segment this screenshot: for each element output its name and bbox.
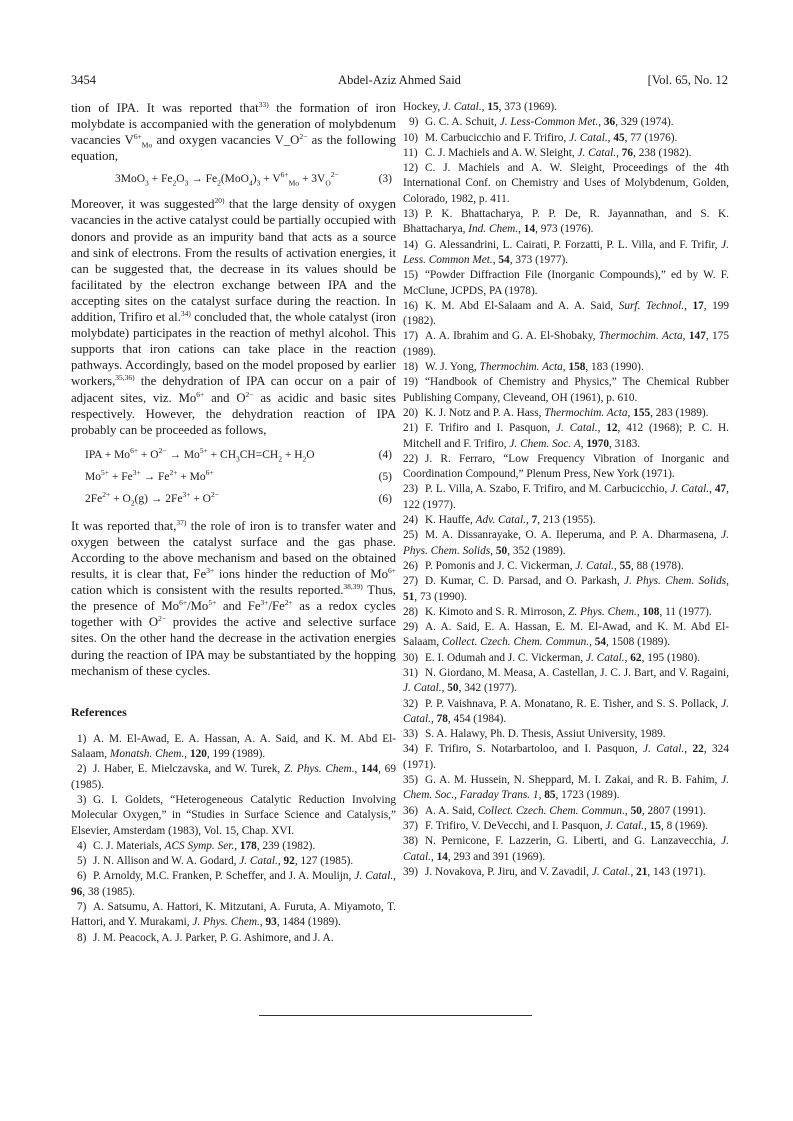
equation-3-formula: $3MoO_3 + Fe_2O_3 \to Fe_2(MoO_4)_3 + V^{6+}_{Mo} + 3V_O^{2-}$ [115,170,339,188]
equation-3 [71,170,396,192]
reference-number: 20) [403,406,419,419]
reference-text: J. Novakova, P. Jiru, and V. Zavadil, J. Catal., 21, 143 (1971). [425,865,706,878]
reference-item [403,513,729,528]
reference-item [403,651,729,666]
reference-number: 36) [403,804,419,817]
reference-text: G. Alessandrini, L. Cairati, P. Forzatti, P. L. Villa, and F. Trifir, J. Less. Common Met., 54, 373 (1977). [403,238,729,266]
reference-text: P. P. Vaishnava, P. A. Monatano, R. E. Tisher, and S. S. Pollack, J. Catal., 78, 454 (1984). [403,697,729,725]
reference-text: A. M. El-Awad, E. A. Hassan, A. A. Said, and K. M. Abd El-Salaam, Monatsh. Chem., 120, 199 (1989). [71,732,396,761]
reference-number: 39) [403,865,419,878]
reference-item [403,161,729,207]
reference-text: C. J. Materials, ACS Symp. Ser., 178, 239 (1982). [93,839,316,852]
equation-4 [71,446,396,468]
reference-text: J. R. Ferraro, “Low Frequency Vibration of Inorganic and Coordination Compound,” Plenum Press, New York (1971). [403,452,729,481]
reference-number: 21) [403,422,419,435]
reference-number: 11) [403,146,418,159]
reference-number: 28) [403,605,419,618]
volume-issue: [Vol. 65, No. 12 [647,73,728,87]
reference-number: 24) [403,514,419,527]
reference-number: 4) [77,839,87,852]
references-list-right [403,100,729,880]
page-number: 3454 [71,73,96,87]
reference-item [71,839,396,854]
reference-item [403,697,729,728]
reference-text: C. J. Machiels and A. W. Sleight, J. Catal., 76, 238 (1982). [425,146,692,159]
equation-5-formula: $Mo^{5+} + Fe^{3+} \to Fe^{2+} + Mo^{6+}$ [85,467,214,483]
reference-number: 17) [403,330,419,343]
paragraph-3: It was reported that,$^{37)}$ the role of iron is to transfer water and oxygen between the catalyst surface and the gas phase. According to the above mechanism and based on the obtained results, it is clear that, $Fe^{3+}$ ions hinder the reduction of $Mo^{6+}$ cation which is consistent with the results reported.$^{38,39)}$ Thus, the presence of $Mo^{6+}/Mo^{5+}$ and $Fe^{3+}/Fe^{2+}$ as a redox cycles together with $O^{2-}$ provides the active and selective surface sites. On the other hand the decrease in the activation energies during the reaction of IPA may be substantiated by the hopping mechanism of these cycles. [71,517,396,678]
reference-item [71,869,396,900]
reference-text: “Handbook of Chemistry and Physics,” The Chemical Rubber Publishing Company, Cleveand, OH (1961), p. 610. [403,376,729,404]
reference-number: 22) [403,452,419,465]
reference-text: G. A. M. Hussein, N. Sheppard, M. I. Zakai, and R. B. Fahim, J. Chem. Soc., Faraday Trans. 1, 85, 1723 (1989). [403,774,729,802]
reference-item [403,146,729,161]
reference-item [403,742,729,773]
reference-item [71,854,396,869]
reference-item [403,329,729,360]
reference-number: 18) [403,361,419,374]
reference-text: A. A. Said, Collect. Czech. Chem. Commun., 50, 2807 (1991). [425,804,706,817]
running-author [71,73,728,88]
reference-item [71,900,396,931]
reference-number: 10) [403,131,419,144]
reference-number: 6) [77,870,87,883]
reference-item [403,421,729,452]
reference-number: 3) [77,793,87,806]
reference-text: A. A. Ibrahim and G. A. El-Shobaky, Thermochim. Acta, 147, 175 (1989). [403,330,729,358]
reference-item [403,865,729,880]
reference-item [403,238,729,269]
reference-number: 8) [77,931,87,944]
reference-text: F. Trifiro, V. DeVecchi, and I. Pasquon, J. Catal., 15, 8 (1969). [425,819,709,832]
reference-number: 19) [403,376,419,389]
reference-item [403,559,729,574]
reference-number: 23) [403,483,419,496]
reference-item [403,452,729,483]
equation-6 [71,490,396,512]
reference-text: N. Giordano, M. Measa, A. Castellan, J. C. J. Bart, and V. Ragaini, J. Catal., 50, 342 (1977). [403,666,729,695]
reference-number: 35) [403,774,419,787]
paragraph-2: Moreover, it was suggested$^{20)}$ that the large density of oxygen vacancies in the active catalyst could be partially occupied with donors and provide as an impurity band that acts as a source and sink of electrons. From the results of activation energies, it can be suggested that, the decrease in its values should be facilitated by the electron exchange between IPA and the accepting sites on the catalyst surface during the reaction. In addition, Trifiro et al.$^{34)}$ concluded that, the whole catalyst (iron molybdate) participates in the reaction of methyl alcohol. This supports that iron cations can take place in the reaction pathways. Accordingly, based on the model proposed by earlier workers,$^{35,36)}$ the dehydration of IPA can occur on a pair of adjacent sites, viz. $Mo^{6+}$ and $O^{2-}$ as acidic and basic sites respectively. However, the dehydration reaction of IPA probably can be proceeded as follows, [71,196,396,437]
reference-item [403,574,729,605]
reference-item [403,620,729,651]
reference-text: G. C. A. Schuit, J. Less-Common Met., 36, 329 (1974). [425,116,674,129]
reference-text: D. Kumar, C. D. Parsad, and O. Parkash, J. Phys. Chem. Solids, 51, 73 (1990). [403,575,729,603]
reference-number: 9) [409,116,419,129]
reference-item [403,100,729,115]
reference-text: K. M. Abd El-Salaam and A. A. Said, Surf. Technol., 17, 199 (1982). [403,299,730,328]
reference-text: G. I. Goldets, “Heterogeneous Catalytic Reduction Involving Molecular Oxygen,” in “Studies in Surface Science and Catalysis,” Elsevier, Amsterdam (1983), Vol. 15, Chap. XVI. [71,793,396,837]
reference-item [403,834,729,865]
reference-item [403,115,729,130]
reference-number: 30) [403,651,419,664]
reference-number: 27) [403,575,419,588]
reference-text: P. K. Bhattacharya, P. P. De, R. Jayannathan, and S. K. Bhattacharya, Ind. Chem., 14, 973 (1976). [403,208,729,236]
author-name: Abdel-Aziz Ahmed Said [338,73,461,87]
reference-number: 2) [77,763,87,776]
page-header [71,73,728,91]
reference-item [403,375,729,406]
reference-text: K. Hauffe, Adv. Catal., 7, 213 (1955). [425,514,596,527]
reference-text: Hockey, J. Catal., 15, 373 (1969). [403,101,557,113]
reference-text: F. Trifiro, S. Notarbartoloo, and I. Pasquon, J. Catal., 22, 324 (1971). [403,743,729,771]
reference-number: 1) [77,732,87,745]
reference-item [403,360,729,375]
reference-text: A. A. Said, E. A. Hassan, E. M. El-Awad, and K. M. Abd El-Salaam, Collect. Czech. Chem. Commun., 54, 1508 (1989). [403,621,729,649]
reference-number: 33) [403,728,419,741]
reference-number: 25) [403,529,419,542]
reference-item [403,528,729,559]
reference-number: 13) [403,208,419,221]
reference-item [403,773,729,804]
reference-item [71,931,396,946]
reference-text: P. Pomonis and J. C. Vickerman, J. Catal., 55, 88 (1978). [425,559,684,572]
reference-item [403,131,729,146]
equation-5-number: (5) [378,470,392,483]
reference-text: “Powder Diffraction File (Inorganic Compounds),” ed by W. F. McClune, JCPDS, PA (1978). [403,269,729,297]
reference-number: 29) [403,621,419,634]
reference-item [403,207,729,238]
left-column [71,100,396,946]
reference-item [71,793,396,839]
reference-item [71,732,396,763]
reference-item [403,727,729,742]
reference-text: P. Arnoldy, M.C. Franken, P. Scheffer, and J. A. Moulijn, J. Catal., 96, 38 (1985). [71,870,396,898]
references-heading: References [71,704,127,719]
reference-number: 26) [403,559,419,572]
reference-item [403,482,729,513]
reference-item [403,804,729,819]
reference-text: P. L. Villa, A. Szabo, F. Trifiro, and M. Carbucicchio, J. Catal., 47, 122 (1977). [403,483,729,511]
reference-item [403,605,729,620]
reference-number: 37) [403,819,419,832]
reference-item [403,406,729,421]
equation-6-number: (6) [378,492,392,505]
reference-text: M. A. Dissanrayake, O. A. Ileperuma, and P. A. Dharmasena, J. Phys. Chem. Solids, 50, 352 (1989). [403,529,729,557]
reference-text: K. J. Notz and P. A. Hass, Thermochim. Acta, 155, 283 (1989). [425,406,709,419]
reference-text: W. J. Yong, Thermochim. Acta, 158, 183 (1990). [425,361,644,374]
reference-number: 12) [403,162,419,175]
reference-number: 31) [403,666,419,679]
paragraph-1: tion of IPA. It was reported that$^{33)}$ the formation of iron molybdate is accompanied with the generation of molybdenum vacancies $V^{6+}_{Mo}$ and oxygen vacancies $V\_O^{2-}$ as the following equation, [71,99,397,164]
reference-text: F. Trifiro and I. Pasquon, J. Catal., 12, 412 (1968); P. C. H. Mitchell and F. Trifiro, J. Chem. Soc. A, 1970, 3183. [403,422,729,450]
reference-item [403,819,729,834]
reference-text: A. Satsumu, A. Hattori, K. Mitzutani, A. Furuta, A. Miyamoto, T. Hattori, and Y. Murakami, J. Phys. Chem., 93, 1484 (1989). [71,900,396,929]
reference-number: 16) [403,299,419,312]
reference-item [403,666,729,697]
reference-item [403,299,729,330]
reference-text: N. Pernicone, F. Lazzerin, G. Liberti, and G. Lanzavecchia, J. Catal., 14, 293 and 391 (1969). [403,835,729,863]
equation-4-formula: IPA + $Mo^{6+} + O^{2-} \to Mo^{5+} + CH_3CH=CH_2 + H_2O$ [85,445,315,464]
reference-text: M. Carbucicchio and F. Trifiro, J. Catal., 45, 77 (1976). [425,131,678,144]
reference-number: 5) [77,855,87,868]
reference-item [71,762,396,793]
reference-number: 34) [403,743,419,756]
reference-text: E. I. Odumah and J. C. Vickerman, J. Catal., 62, 195 (1980). [425,651,700,664]
reference-text: K. Kimoto and S. R. Mirroson, Z. Phys. Chem., 108, 11 (1977). [425,605,712,618]
equation-5 [71,468,396,490]
reference-number: 7) [77,900,87,913]
end-rule [259,1015,532,1016]
equation-6-formula: $2Fe^{2+} + O_2(g) \to 2Fe^{3+} + O^{2-}$ [85,489,219,508]
reference-number: 38) [403,835,419,848]
reference-text: C. J. Machiels and A. W. Sleight, Proceedings of the 4th International Conf. on Chemistry and Uses of Molybdenum, Golden, Colorado, 1982, p. 411. [403,162,729,205]
reference-item [403,268,729,299]
equation-3-number: (3) [378,173,392,186]
reference-text: J. M. Peacock, A. J. Parker, P. G. Ashimore, and J. A. [93,931,334,944]
reference-text: J. N. Allison and W. A. Godard, J. Catal., 92, 127 (1985). [93,855,354,868]
reference-number: 15) [403,269,419,282]
references-list-left [71,732,396,946]
reference-text: J. Haber, E. Mielczavska, and W. Turek, Z. Phys. Chem., 144, 69 (1985). [71,763,396,791]
reference-number: 32) [403,697,419,710]
reference-text: S. A. Halawy, Ph. D. Thesis, Assiut University, 1989. [425,728,666,741]
reference-number: 14) [403,238,419,251]
equation-4-number: (4) [378,448,392,461]
